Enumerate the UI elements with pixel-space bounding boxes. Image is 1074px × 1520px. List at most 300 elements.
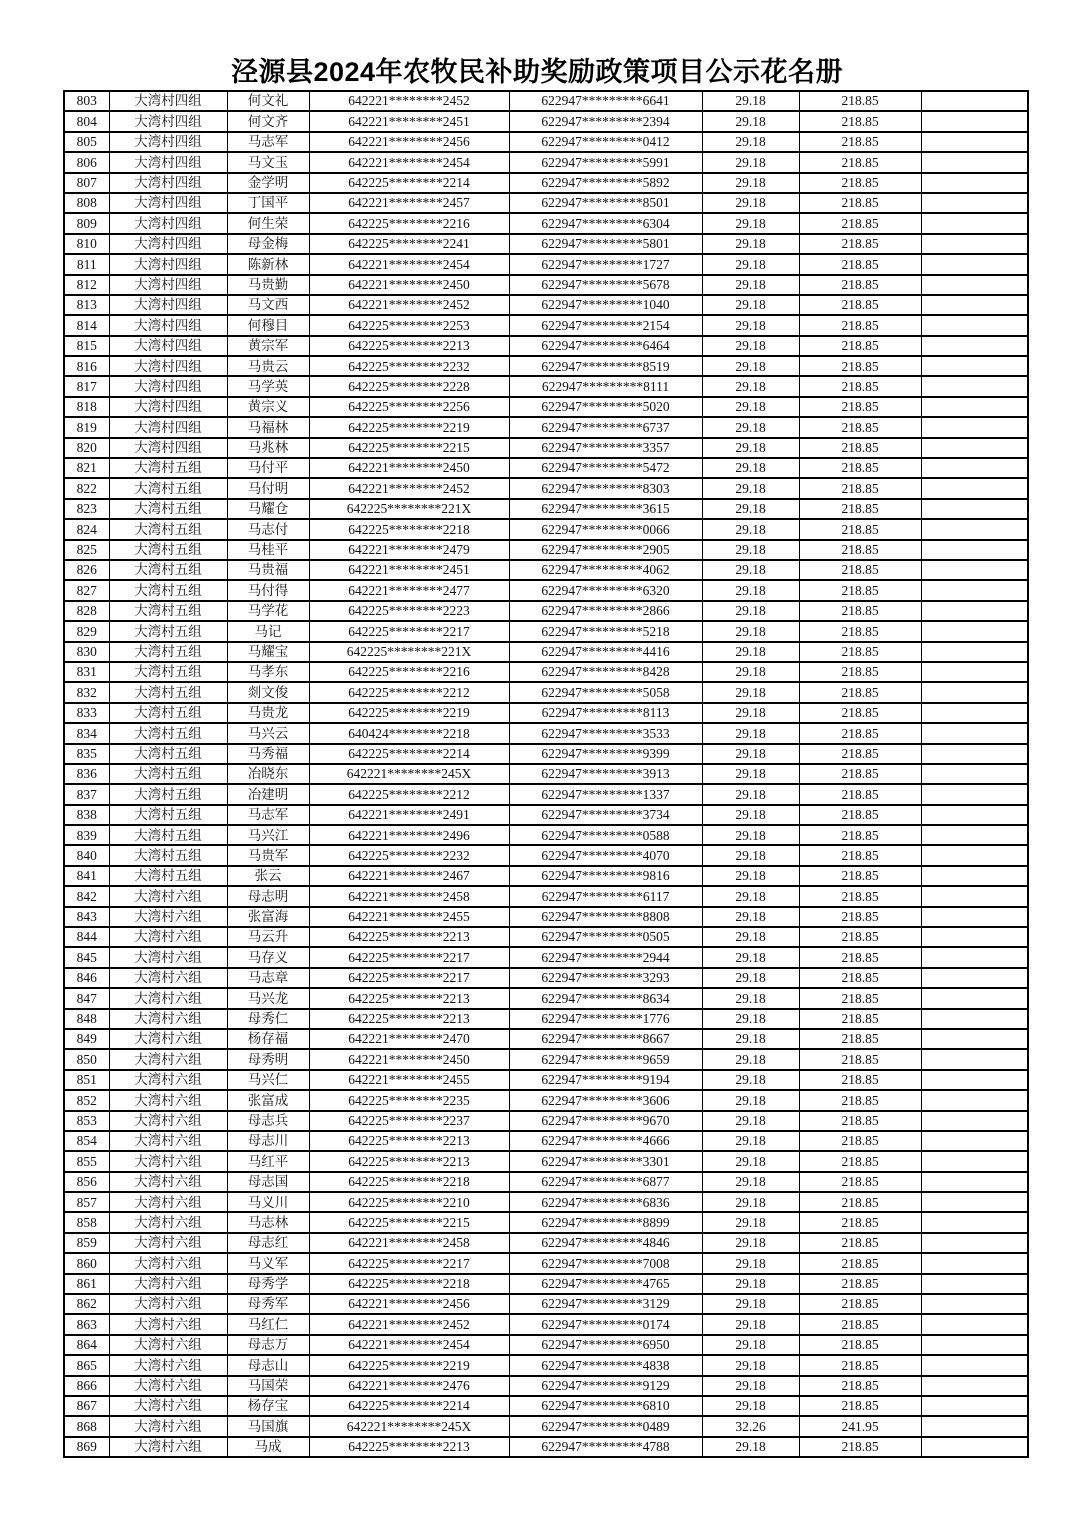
person-name: 马志军 (227, 132, 309, 152)
id-number: 642221********2458 (309, 1233, 509, 1253)
bank-account: 622947*********4062 (509, 560, 702, 580)
row-number: 813 (64, 295, 109, 315)
remark (921, 356, 1028, 376)
remark (921, 886, 1028, 906)
id-number: 642225********2218 (309, 1172, 509, 1192)
person-name: 马义军 (227, 1253, 309, 1273)
total-amount: 218.85 (799, 927, 921, 947)
unit-amount: 29.18 (702, 275, 799, 295)
row-number: 852 (64, 1090, 109, 1110)
person-name: 马贵军 (227, 845, 309, 865)
row-number: 810 (64, 234, 109, 254)
bank-account: 622947*********0588 (509, 825, 702, 845)
unit-amount: 29.18 (702, 1437, 799, 1457)
remark (921, 968, 1028, 988)
total-amount: 218.85 (799, 315, 921, 335)
table-row (64, 580, 1028, 600)
person-name: 黄宗义 (227, 397, 309, 417)
page-title: 泾源县2024年农牧民补助奖励政策项目公示花名册 (230, 57, 844, 87)
bank-account: 622947*********9194 (509, 1070, 702, 1090)
bank-account: 622947*********8113 (509, 703, 702, 723)
bank-account: 622947*********8634 (509, 988, 702, 1008)
id-number: 642221********2452 (309, 478, 509, 498)
id-number: 642225********2213 (309, 1151, 509, 1171)
unit-amount: 32.26 (702, 1416, 799, 1436)
id-number: 642221********2477 (309, 580, 509, 600)
unit-amount: 29.18 (702, 703, 799, 723)
remark (921, 1416, 1028, 1436)
unit-amount: 29.18 (702, 1111, 799, 1131)
id-number: 642225********2217 (309, 1253, 509, 1273)
remark (921, 580, 1028, 600)
total-amount: 218.85 (799, 825, 921, 845)
remark (921, 805, 1028, 825)
person-name: 杨存宝 (227, 1396, 309, 1416)
remark (921, 560, 1028, 580)
bank-account: 622947*********8303 (509, 478, 702, 498)
bank-account: 622947*********6320 (509, 580, 702, 600)
bank-account: 622947*********5801 (509, 234, 702, 254)
table-row (64, 1070, 1028, 1090)
person-name: 马义川 (227, 1192, 309, 1212)
table-row (64, 927, 1028, 947)
table-row (64, 866, 1028, 886)
table-row (64, 1192, 1028, 1212)
row-number: 817 (64, 376, 109, 396)
bank-account: 622947*********5991 (509, 152, 702, 172)
row-number: 804 (64, 111, 109, 131)
total-amount: 218.85 (799, 968, 921, 988)
table-row (64, 438, 1028, 458)
total-amount: 218.85 (799, 907, 921, 927)
id-number: 642225********2217 (309, 947, 509, 967)
village-group: 大湾村四组 (109, 254, 227, 274)
table-row (64, 662, 1028, 682)
unit-amount: 29.18 (702, 662, 799, 682)
bank-account: 622947*********7008 (509, 1253, 702, 1273)
person-name: 马文玉 (227, 152, 309, 172)
total-amount: 218.85 (799, 1172, 921, 1192)
row-number: 867 (64, 1396, 109, 1416)
village-group: 大湾村六组 (109, 1090, 227, 1110)
unit-amount: 29.18 (702, 478, 799, 498)
id-number: 642225********2216 (309, 662, 509, 682)
village-group: 大湾村五组 (109, 458, 227, 478)
bank-account: 622947*********3293 (509, 968, 702, 988)
person-name: 马志林 (227, 1212, 309, 1232)
village-group: 大湾村四组 (109, 356, 227, 376)
id-number: 642221********2457 (309, 193, 509, 213)
id-number: 642221********2454 (309, 152, 509, 172)
unit-amount: 29.18 (702, 1172, 799, 1192)
remark (921, 1376, 1028, 1396)
id-number: 642225********2256 (309, 397, 509, 417)
bank-account: 622947*********6877 (509, 1172, 702, 1192)
total-amount: 218.85 (799, 1009, 921, 1029)
unit-amount: 29.18 (702, 1355, 799, 1375)
total-amount: 218.85 (799, 1029, 921, 1049)
table-row (64, 315, 1028, 335)
row-number: 834 (64, 723, 109, 743)
row-number: 835 (64, 744, 109, 764)
row-number: 840 (64, 845, 109, 865)
person-name: 母金梅 (227, 234, 309, 254)
person-name: 杨存福 (227, 1029, 309, 1049)
unit-amount: 29.18 (702, 132, 799, 152)
unit-amount: 29.18 (702, 866, 799, 886)
remark (921, 132, 1028, 152)
remark (921, 1151, 1028, 1171)
unit-amount: 29.18 (702, 927, 799, 947)
total-amount: 218.85 (799, 988, 921, 1008)
id-number: 642221********2470 (309, 1029, 509, 1049)
total-amount: 218.85 (799, 213, 921, 233)
remark (921, 213, 1028, 233)
total-amount: 218.85 (799, 1396, 921, 1416)
remark (921, 601, 1028, 621)
person-name: 马兴云 (227, 723, 309, 743)
total-amount: 218.85 (799, 601, 921, 621)
village-group: 大湾村四组 (109, 111, 227, 131)
remark (921, 438, 1028, 458)
row-number: 806 (64, 152, 109, 172)
id-number: 642225********2215 (309, 438, 509, 458)
remark (921, 1274, 1028, 1294)
id-number: 640424********2218 (309, 723, 509, 743)
remark (921, 519, 1028, 539)
id-number: 642225********2214 (309, 1396, 509, 1416)
row-number: 864 (64, 1335, 109, 1355)
bank-account: 622947*********1337 (509, 784, 702, 804)
id-number: 642221********2456 (309, 1294, 509, 1314)
total-amount: 218.85 (799, 1335, 921, 1355)
village-group: 大湾村六组 (109, 1437, 227, 1457)
total-amount: 218.85 (799, 519, 921, 539)
row-number: 868 (64, 1416, 109, 1436)
village-group: 大湾村四组 (109, 295, 227, 315)
unit-amount: 29.18 (702, 784, 799, 804)
total-amount: 218.85 (799, 642, 921, 662)
person-name: 马贵龙 (227, 703, 309, 723)
remark (921, 825, 1028, 845)
total-amount: 218.85 (799, 784, 921, 804)
table-row (64, 621, 1028, 641)
total-amount: 218.85 (799, 336, 921, 356)
row-number: 850 (64, 1049, 109, 1069)
table-row (64, 193, 1028, 213)
total-amount: 218.85 (799, 356, 921, 376)
row-number: 827 (64, 580, 109, 600)
person-name: 陈新林 (227, 254, 309, 274)
total-amount: 218.85 (799, 1233, 921, 1253)
row-number: 838 (64, 805, 109, 825)
row-number: 860 (64, 1253, 109, 1273)
row-number: 853 (64, 1111, 109, 1131)
row-number: 855 (64, 1151, 109, 1171)
unit-amount: 29.18 (702, 560, 799, 580)
total-amount: 218.85 (799, 845, 921, 865)
row-number: 846 (64, 968, 109, 988)
person-name: 母志山 (227, 1355, 309, 1375)
row-number: 848 (64, 1009, 109, 1029)
table-row (64, 356, 1028, 376)
bank-account: 622947*********4416 (509, 642, 702, 662)
village-group: 大湾村六组 (109, 1172, 227, 1192)
bank-account: 622947*********6464 (509, 336, 702, 356)
row-number: 826 (64, 560, 109, 580)
person-name: 母志万 (227, 1335, 309, 1355)
person-name: 马存义 (227, 947, 309, 967)
village-group: 大湾村五组 (109, 621, 227, 641)
village-group: 大湾村六组 (109, 1396, 227, 1416)
bank-account: 622947*********2905 (509, 540, 702, 560)
row-number: 836 (64, 764, 109, 784)
table-row (64, 397, 1028, 417)
table-row (64, 478, 1028, 498)
remark (921, 845, 1028, 865)
id-number: 642225********221X (309, 499, 509, 519)
remark (921, 642, 1028, 662)
person-name: 马兴江 (227, 825, 309, 845)
table-row (64, 723, 1028, 743)
unit-amount: 29.18 (702, 1253, 799, 1273)
village-group: 大湾村五组 (109, 682, 227, 702)
person-name: 母秀明 (227, 1049, 309, 1069)
unit-amount: 29.18 (702, 1314, 799, 1334)
table-row (64, 1253, 1028, 1273)
person-name: 马耀仓 (227, 499, 309, 519)
village-group: 大湾村五组 (109, 825, 227, 845)
remark (921, 723, 1028, 743)
bank-account: 622947*********3615 (509, 499, 702, 519)
row-number: 841 (64, 866, 109, 886)
id-number: 642221********245X (309, 764, 509, 784)
bank-account: 622947*********8667 (509, 1029, 702, 1049)
bank-account: 622947*********1040 (509, 295, 702, 315)
total-amount: 218.85 (799, 499, 921, 519)
bank-account: 622947*********5218 (509, 621, 702, 641)
person-name: 马付平 (227, 458, 309, 478)
total-amount: 218.85 (799, 397, 921, 417)
person-name: 马志付 (227, 519, 309, 539)
village-group: 大湾村四组 (109, 417, 227, 437)
remark (921, 988, 1028, 1008)
unit-amount: 29.18 (702, 540, 799, 560)
total-amount: 218.85 (799, 560, 921, 580)
total-amount: 218.85 (799, 580, 921, 600)
person-name: 母志川 (227, 1131, 309, 1151)
bank-account: 622947*********5892 (509, 173, 702, 193)
total-amount: 218.85 (799, 682, 921, 702)
village-group: 大湾村五组 (109, 642, 227, 662)
total-amount: 241.95 (799, 1416, 921, 1436)
unit-amount: 29.18 (702, 764, 799, 784)
table-row (64, 1151, 1028, 1171)
id-number: 642221********2450 (309, 458, 509, 478)
total-amount: 218.85 (799, 703, 921, 723)
total-amount: 218.85 (799, 254, 921, 274)
row-number: 819 (64, 417, 109, 437)
bank-account: 622947*********1776 (509, 1009, 702, 1029)
remark (921, 1335, 1028, 1355)
id-number: 642225********2216 (309, 213, 509, 233)
person-name: 马国荣 (227, 1376, 309, 1396)
bank-account: 622947*********4765 (509, 1274, 702, 1294)
bank-account: 622947*********5020 (509, 397, 702, 417)
row-number: 865 (64, 1355, 109, 1375)
remark (921, 784, 1028, 804)
total-amount: 218.85 (799, 805, 921, 825)
row-number: 856 (64, 1172, 109, 1192)
unit-amount: 29.18 (702, 438, 799, 458)
id-number: 642225********2237 (309, 1111, 509, 1131)
person-name: 冶建明 (227, 784, 309, 804)
table-row (64, 1355, 1028, 1375)
id-number: 642225********2215 (309, 1212, 509, 1232)
person-name: 马兴仁 (227, 1070, 309, 1090)
village-group: 大湾村六组 (109, 1253, 227, 1273)
remark (921, 111, 1028, 131)
village-group: 大湾村六组 (109, 1192, 227, 1212)
table-row (64, 947, 1028, 967)
total-amount: 218.85 (799, 417, 921, 437)
person-name: 母志明 (227, 886, 309, 906)
table-row (64, 254, 1028, 274)
village-group: 大湾村六组 (109, 1314, 227, 1334)
row-number: 811 (64, 254, 109, 274)
total-amount: 218.85 (799, 152, 921, 172)
person-name: 张云 (227, 866, 309, 886)
unit-amount: 29.18 (702, 1376, 799, 1396)
table-row (64, 417, 1028, 437)
row-number: 809 (64, 213, 109, 233)
table-row (64, 1172, 1028, 1192)
row-number: 814 (64, 315, 109, 335)
unit-amount: 29.18 (702, 1029, 799, 1049)
bank-account: 622947*********8808 (509, 907, 702, 927)
bank-account: 622947*********8111 (509, 376, 702, 396)
table-row (64, 825, 1028, 845)
row-number: 863 (64, 1314, 109, 1334)
row-number: 821 (64, 458, 109, 478)
total-amount: 218.85 (799, 1274, 921, 1294)
person-name: 马贵云 (227, 356, 309, 376)
bank-account: 622947*********4838 (509, 1355, 702, 1375)
village-group: 大湾村五组 (109, 540, 227, 560)
bank-account: 622947*********0489 (509, 1416, 702, 1436)
bank-account: 622947*********8899 (509, 1212, 702, 1232)
id-number: 642221********2452 (309, 1314, 509, 1334)
remark (921, 1192, 1028, 1212)
village-group: 大湾村六组 (109, 1131, 227, 1151)
row-number: 843 (64, 907, 109, 927)
unit-amount: 29.18 (702, 621, 799, 641)
total-amount: 218.85 (799, 1253, 921, 1273)
unit-amount: 29.18 (702, 601, 799, 621)
id-number: 642225********2213 (309, 1437, 509, 1457)
unit-amount: 29.18 (702, 968, 799, 988)
total-amount: 218.85 (799, 1090, 921, 1110)
table-row (64, 907, 1028, 927)
remark (921, 744, 1028, 764)
total-amount: 218.85 (799, 275, 921, 295)
table-row (64, 682, 1028, 702)
table-row (64, 458, 1028, 478)
unit-amount: 29.18 (702, 254, 799, 274)
bank-account: 622947*********0505 (509, 927, 702, 947)
village-group: 大湾村四组 (109, 275, 227, 295)
village-group: 大湾村五组 (109, 662, 227, 682)
unit-amount: 29.18 (702, 1274, 799, 1294)
unit-amount: 29.18 (702, 295, 799, 315)
remark (921, 1253, 1028, 1273)
remark (921, 1131, 1028, 1151)
unit-amount: 29.18 (702, 1090, 799, 1110)
table-row (64, 519, 1028, 539)
unit-amount: 29.18 (702, 1070, 799, 1090)
unit-amount: 29.18 (702, 1335, 799, 1355)
bank-account: 622947*********6641 (509, 91, 702, 111)
remark (921, 621, 1028, 641)
village-group: 大湾村四组 (109, 438, 227, 458)
table-row (64, 336, 1028, 356)
village-group: 大湾村四组 (109, 376, 227, 396)
person-name: 母志兵 (227, 1111, 309, 1131)
total-amount: 218.85 (799, 866, 921, 886)
row-number: 822 (64, 478, 109, 498)
bank-account: 622947*********4666 (509, 1131, 702, 1151)
id-number: 642225********221X (309, 642, 509, 662)
remark (921, 1090, 1028, 1110)
row-number: 833 (64, 703, 109, 723)
id-number: 642225********2218 (309, 519, 509, 539)
village-group: 大湾村六组 (109, 1009, 227, 1029)
village-group: 大湾村四组 (109, 173, 227, 193)
table-row (64, 499, 1028, 519)
table-row (64, 111, 1028, 131)
remark (921, 336, 1028, 356)
remark (921, 1070, 1028, 1090)
id-number: 642221********2458 (309, 886, 509, 906)
bank-account: 622947*********6737 (509, 417, 702, 437)
person-name: 马福林 (227, 417, 309, 437)
bank-account: 622947*********3357 (509, 438, 702, 458)
village-group: 大湾村六组 (109, 1212, 227, 1232)
village-group: 大湾村五组 (109, 866, 227, 886)
bank-account: 622947*********8428 (509, 662, 702, 682)
village-group: 大湾村六组 (109, 988, 227, 1008)
row-number: 815 (64, 336, 109, 356)
person-name: 马云升 (227, 927, 309, 947)
unit-amount: 29.18 (702, 213, 799, 233)
id-number: 642225********2219 (309, 1355, 509, 1375)
total-amount: 218.85 (799, 1070, 921, 1090)
village-group: 大湾村五组 (109, 478, 227, 498)
village-group: 大湾村四组 (109, 315, 227, 335)
table-row (64, 1049, 1028, 1069)
remark (921, 234, 1028, 254)
total-amount: 218.85 (799, 764, 921, 784)
table-row (64, 1314, 1028, 1334)
total-amount: 218.85 (799, 947, 921, 967)
bank-account: 622947*********6950 (509, 1335, 702, 1355)
village-group: 大湾村六组 (109, 968, 227, 988)
id-number: 642225********2213 (309, 988, 509, 1008)
table-row (64, 764, 1028, 784)
table-row (64, 1212, 1028, 1232)
id-number: 642225********2218 (309, 1274, 509, 1294)
id-number: 642225********2214 (309, 744, 509, 764)
